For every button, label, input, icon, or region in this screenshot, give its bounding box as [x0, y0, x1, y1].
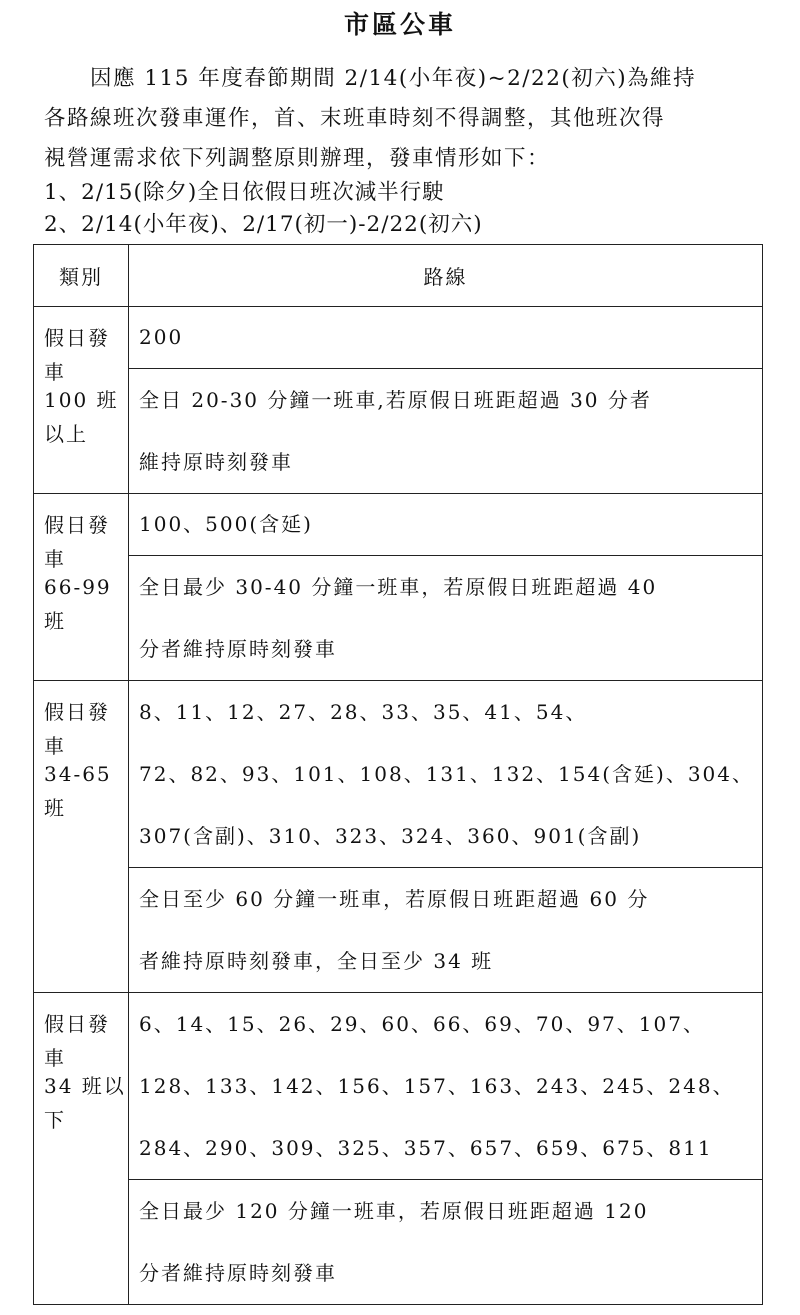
category-range: 34 班以下 [44, 1074, 126, 1132]
routes-line: 200 [139, 325, 184, 349]
route-table [33, 244, 763, 1305]
category-cell [34, 993, 129, 1305]
rule-line: 全日最少 30-40 分鐘一班車，若原假日班距超過 40 [139, 575, 658, 599]
category-label: 假日發車 [44, 513, 110, 571]
table-row [34, 307, 763, 369]
table-row [34, 556, 763, 681]
category-cell [34, 307, 129, 494]
list-item: 2、2/14(小年夜)、2/17(初一)-2/22(初六) [44, 212, 483, 237]
header-routes: 路線 [129, 245, 763, 307]
table-row [34, 369, 763, 494]
category-cell [34, 494, 129, 681]
table-row [34, 868, 763, 993]
routes-cell [129, 681, 763, 868]
routes-line: 72、82、93、101、108、131、132、154(含延)、304、 [139, 762, 754, 786]
routes-line: 307(含副)、310、323、324、360、901(含副) [139, 824, 642, 848]
category-range: 66-99 班 [44, 575, 112, 633]
routes-line: 6、14、15、26、29、60、66、69、70、97、107、 [139, 1012, 705, 1036]
rule-cell [129, 556, 763, 681]
routes-cell [129, 494, 763, 556]
category-range: 34-65 班 [44, 762, 112, 820]
rule-line: 全日至少 60 分鐘一班車，若原假日班距超過 60 分 [139, 887, 650, 911]
routes-line: 100、500(含延) [139, 512, 313, 536]
intro-paragraph [44, 59, 784, 179]
rule-cell [129, 868, 763, 993]
table-row [34, 993, 763, 1180]
rule-line: 分者維持原時刻發車 [139, 637, 337, 661]
routes-line: 284、290、309、325、357、657、659、675、811 [139, 1136, 713, 1160]
table-row [34, 494, 763, 556]
category-cell [34, 681, 129, 993]
table-row [34, 1180, 763, 1305]
rule-line: 維持原時刻發車 [139, 450, 293, 474]
numbered-list [44, 177, 784, 241]
category-label: 假日發車 [44, 326, 110, 384]
page-title: 市區公車 [343, 10, 456, 39]
routes-line: 128、133、142、156、157、163、243、245、248、 [139, 1074, 735, 1098]
intro-line: 視營運需求依下列調整原則辦理，發車情形如下： [44, 146, 551, 171]
list-item: 1、2/15(除夕)全日依假日班次減半行駛 [44, 180, 445, 205]
routes-line: 8、11、12、27、28、33、35、41、54、 [139, 700, 588, 724]
rule-line: 分者維持原時刻發車 [139, 1261, 337, 1285]
routes-cell [129, 307, 763, 369]
table-header-row [34, 245, 763, 307]
rule-cell [129, 1180, 763, 1305]
category-label: 假日發車 [44, 700, 110, 758]
category-label: 假日發車 [44, 1012, 110, 1070]
rule-line: 全日 20-30 分鐘一班車,若原假日班距超過 30 分者 [139, 388, 652, 412]
routes-cell [129, 993, 763, 1180]
intro-line: 各路線班次發車運作，首、末班車時刻不得調整，其他班次得 [44, 106, 666, 131]
rule-line: 者維持原時刻發車，全日至少 34 班 [139, 949, 494, 973]
table-row [34, 681, 763, 868]
intro-line: 因應 115 年度春節期間 2/14(小年夜)~2/22(初六)為維持 [90, 66, 697, 91]
category-range: 100 班以上 [44, 388, 119, 446]
rule-line: 全日最少 120 分鐘一班車，若原假日班距超過 120 [139, 1199, 649, 1223]
rule-cell [129, 369, 763, 494]
header-category: 類別 [34, 245, 129, 307]
